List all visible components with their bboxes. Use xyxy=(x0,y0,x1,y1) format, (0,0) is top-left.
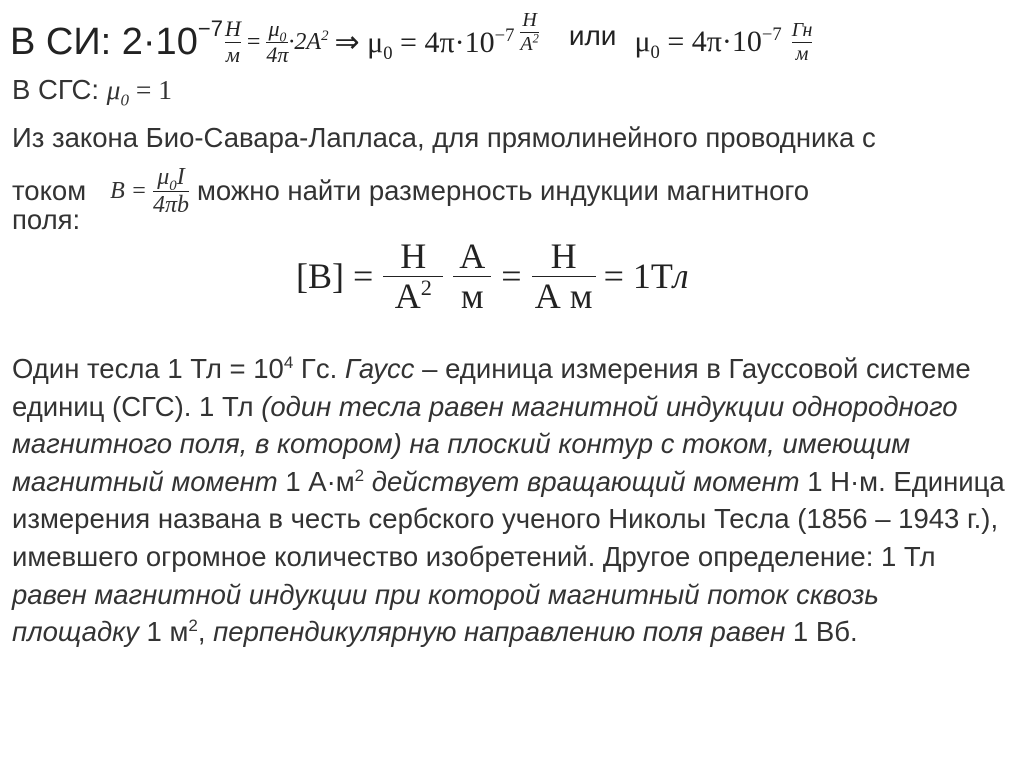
law-line-1: Из закона Био-Савара-Лапласа, для прямолинейного проводника с xyxy=(12,122,876,153)
si-formula: В СИ: 2·10 −7 $\frac{Н}{м}$ = $\frac{\mu_0}{4\pi}$ $\cdot 2А^2$ ⇒ $\mu_0 = 4\pi\cdot 10^{-7}$ $\frac{Н}{А^2}$ или $\mu_0 = 4\pi\cdot 10^{-7}$ $\frac{Гн}{м}$ xyxy=(10,9,813,67)
si-exponent: −7 xyxy=(197,16,223,41)
law-line-3: поля: xyxy=(12,204,81,235)
n-over-am: $\frac{Н}{\text{А м}}$ xyxy=(532,238,596,314)
b-fraction: $\frac{\mu_0I}{4\pi b}$ xyxy=(152,164,190,218)
mu0-result: ⇒ $\mu_0 = 4\pi\cdot 10^{-7}$ xyxy=(334,24,515,64)
mu-over-4pi-fraction: $\frac{\mu_0}{4\pi}$ xyxy=(266,16,289,67)
mu0-henry-result: $\mu_0 = 4\pi\cdot 10^{-7}$ xyxy=(634,24,782,63)
n-over-a2: $\frac{Н}{А^2}$ xyxy=(383,238,443,314)
tesla-paragraph: Один тесла 1 Тл = $10^4$ Гс. Гаусс – единица измерения в Гауссовой системе единиц (СГС). 1 Тл (один тесла равен магнитной индукции однородного магнитного поля, в котором) на плоский контур с током, имеющим магнитный момент 1 $А\cdot м^2$ действует вращающий момент 1 Н·м. Единица измерения названа в честь сербского ученого Николы Тесла (1856 – 1943 г.), имевшего огромное количество изобретений. Другое определение: 1 Тл равен магнитной индукции при которой магнитный поток сквозь площадку 1 $м^2$, перпендикулярную направлению поля равен 1 Вб. xyxy=(12,352,1005,648)
or-word: или xyxy=(568,20,617,51)
cgs-line: В СГС: $\mu_0 = 1$ xyxy=(12,74,172,110)
b-equals: B = xyxy=(110,177,147,204)
a-over-m: $\frac{А}{м}$ xyxy=(453,238,491,314)
si-prefix: В СИ: 2·10 xyxy=(10,20,198,63)
si-unit-fraction: $\frac{Н}{м}$ xyxy=(224,16,241,67)
henry-per-meter-fraction: $\frac{Гн}{м}$ xyxy=(791,19,813,65)
law-line-2: током B = $\frac{\mu_0I}{4\pi b}$ можно найти размерность индукции магнитного xyxy=(12,164,810,218)
h-over-a2-fraction: $\frac{Н}{А^2}$ xyxy=(520,9,539,55)
dimension-formula: [B] = $\frac{Н}{А^2}$ $\frac{А}{м}$ = $\frac{Н}{\text{А м}}$ = 1Тл xyxy=(296,236,689,316)
